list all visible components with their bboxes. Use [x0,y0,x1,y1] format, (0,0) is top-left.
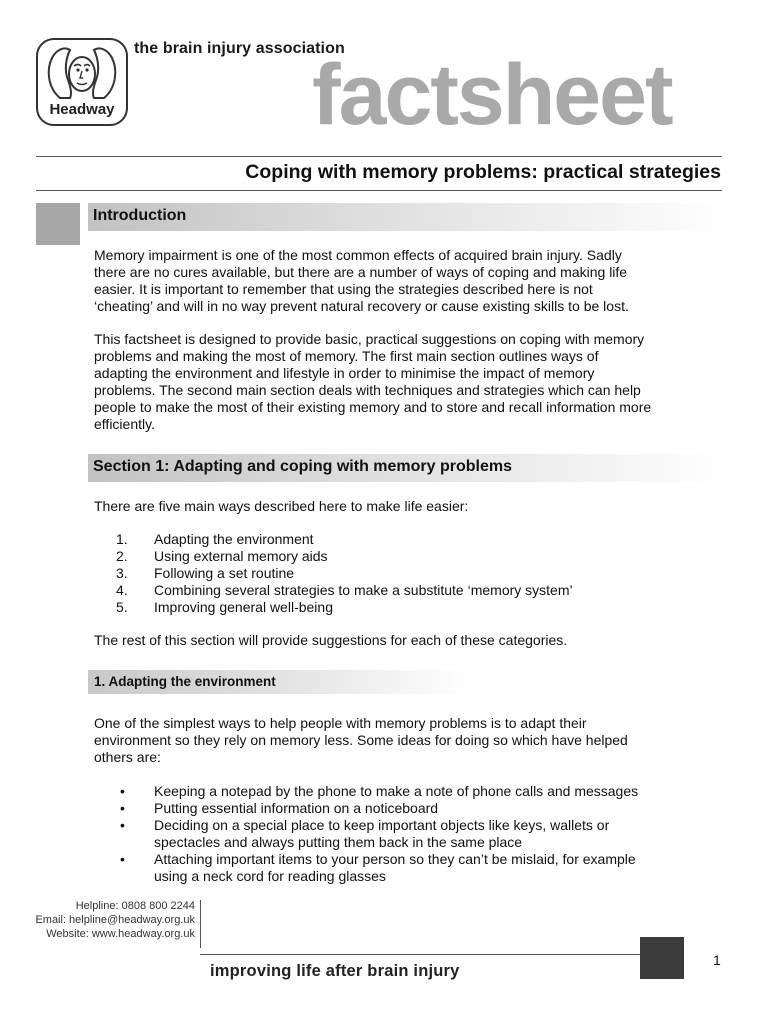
title-rule-top [36,156,722,157]
bullet-list [94,783,724,885]
text-line: The rest of this section will provide suggestions for each of these categories. [94,632,568,648]
text-line: environment so they rely on memory less. Some ideas for doing so which have helped [94,732,628,748]
list-text [154,817,609,851]
logo-text: Headway [49,101,115,118]
list-text: Following a set routine [154,565,295,581]
page-title: Coping with memory problems: practical strategies [245,161,721,183]
list-item [94,783,724,800]
introduction-heading-band [88,203,724,231]
list-item [94,582,724,599]
headway-logo [36,38,128,126]
text-line: This factsheet is designed to provide basic, practical suggestions on coping with memory [94,331,645,347]
bullet-icon: • [120,817,125,833]
two-faces-icon [38,40,126,104]
text-line: people to make the most of their existing memory and to store and recall information more [94,399,652,415]
text-line: Deciding on a special place to keep important objects like keys, wallets or [154,817,610,833]
list-item [94,851,724,885]
section1-heading-band [88,454,724,482]
list-item [94,817,724,851]
text-line: adapting the environment and lifestyle in order to minimise the impact of memory [94,365,595,381]
list-item [94,548,724,565]
bullet-icon: • [120,800,125,816]
list-item [94,565,724,582]
list-item [94,531,724,548]
footer-divider-horizontal [200,954,640,955]
list-item [94,800,724,817]
text-line: others are: [94,749,161,765]
page-number: 1 [713,952,721,968]
list-text [154,851,636,885]
list-text: Combining several strategies to make a substitute ‘memory system’ [154,582,573,598]
footer-marker [640,937,684,979]
list-text: Keeping a notepad by the phone to make a note of phone calls and messages [154,783,639,799]
footer-divider-vertical [200,900,201,948]
text-line: Attaching important items to your person so they can’t be mislaid, for example [154,851,636,867]
text-line: Memory impairment is one of the most common effects of acquired brain injury. Sadly [94,247,622,263]
bullet-icon: • [120,851,125,867]
title-rule-bottom [36,190,722,191]
subsection1-heading-band [88,670,468,694]
numbered-list [94,531,724,616]
organization-name: the brain injury association [134,40,345,57]
text-line: problems and making the most of memory. The first main section outlines ways of [94,348,599,364]
text-line: using a neck cord for reading glasses [154,868,386,884]
text-line: spectacles and always putting them back in the same place [154,834,523,850]
section-marker [36,203,80,245]
introduction-paragraph-2 [94,331,724,433]
email-text: Email: helpline@headway.org.uk [35,914,195,926]
subsection1-paragraph [94,715,724,766]
tagline: improving life after brain injury [210,962,460,980]
list-number: 1. [116,531,128,547]
website-text: Website: www.headway.org.uk [46,928,195,940]
section1-outro [94,632,724,649]
introduction-heading: Introduction [93,207,187,224]
text-line: There are five main ways described here to make life easier: [94,498,469,514]
introduction-paragraph-1 [94,247,724,315]
list-text: Putting essential information on a noticeboard [154,800,439,816]
section1-intro [94,498,724,515]
text-line: easier. It is important to remember that using the strategies described here is not [94,281,593,297]
list-number: 4. [116,582,128,598]
list-text: Adapting the environment [154,531,314,547]
text-line: there are no cures available, but there are a number of ways of coping and making life [94,264,628,280]
list-number: 3. [116,565,128,581]
list-number: 5. [116,599,128,615]
list-number: 2. [116,548,128,564]
list-item [94,599,724,616]
bullet-icon: • [120,783,125,799]
text-line: One of the simplest ways to help people with memory problems is to adapt their [94,715,587,731]
text-line: ‘cheating’ and will in no way prevent natural recovery or cause existing skills to be lost. [94,298,629,314]
helpline-text: Helpline: 0808 800 2244 [75,900,195,912]
factsheet-banner: factsheet [312,47,672,143]
text-line: efficiently. [94,416,155,432]
list-text: Using external memory aids [154,548,328,564]
subsection1-heading: 1. Adapting the environment [94,674,276,689]
section1-heading: Section 1: Adapting and coping with memory problems [93,458,512,475]
text-line: problems. The second main section deals with techniques and strategies which can help [94,382,641,398]
list-text: Improving general well-being [154,599,333,615]
